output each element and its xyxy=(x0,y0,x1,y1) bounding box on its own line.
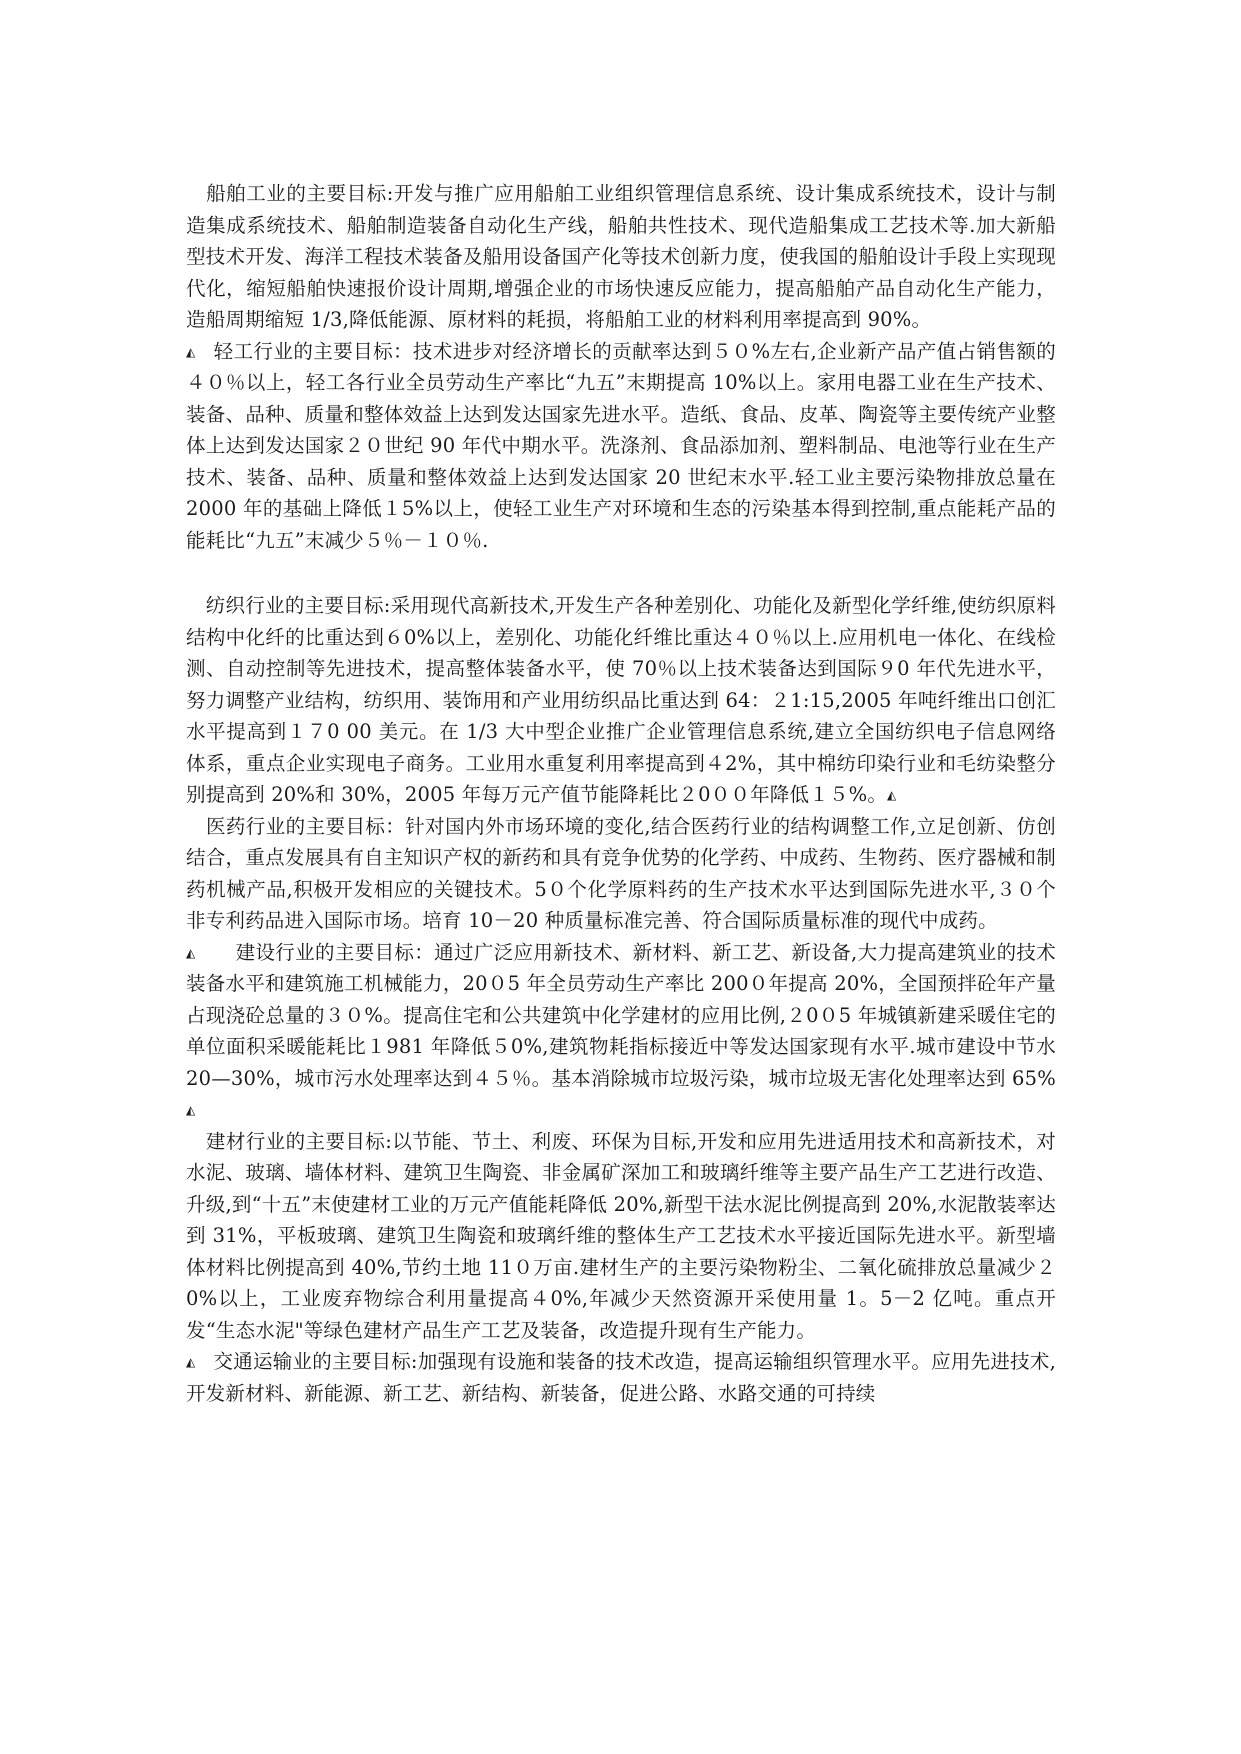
paragraph-marker-icon: ◭ xyxy=(887,788,897,802)
indent-spacer xyxy=(186,594,206,617)
paragraph-text: 交通运输业的主要目标:加强现有设施和装备的技术改造，提高运输组织管理水平。应用先进技术,开发新材料、新能源、新工艺、新结构、新装备，促进公路、水路交通的可持续 xyxy=(186,1350,1056,1405)
paragraph-construction xyxy=(186,937,1056,1126)
paragraph-gap xyxy=(186,556,1056,590)
paragraph-building-materials xyxy=(186,1126,1056,1347)
paragraph-shipbuilding xyxy=(186,178,1056,336)
paragraph-text: 纺织行业的主要目标:采用现代高新技术,开发生产各种差别化、功能化及新型化学纤维,使纺织原料结构中化纤的比重达到６0%以上，差别化、功能化纤维比重达４０％以上.应用机电一体化、在线检测、自动控制等先进技术，提高整体装备水平，使 70％以上技术装备达到国际９0 年代先进水平，努力调整产业结构，纺织用、装饰用和产业用纺织品比重达到 64：２1:15,2005 年吨纤维出口创汇水平提高到１７0 00 美元。在 1/3 大中型企业推广企业管理信息系统,建立全国纺织电子信息网络体系，重点企业实现电子商务。工业用水重复利用率提高到４2%，其中棉纺印染行业和毛纺染整分别提高到 20%和 30%，2005 年每万元产值节能降耗比２0００年降低１５%。 xyxy=(186,594,1057,806)
paragraph-textile xyxy=(186,590,1056,811)
paragraph-pharma xyxy=(186,811,1056,937)
paragraph-marker-icon: ◭ xyxy=(186,1355,196,1369)
paragraph-text: 建材行业的主要目标:以节能、节土、利废、环保为目标,开发和应用先进适用技术和高新技术，对水泥、玻璃、墙体材料、建筑卫生陶瓷、非金属矿深加工和玻璃纤维等主要产品生产工艺进行改造、升级,到“十五”末使建材工业的万元产值能耗降低 20%,新型干法水泥比例提高到 20%,水泥散装率达到 31%，平板玻璃、建筑卫生陶瓷和玻璃纤维的整体生产工艺技术水平接近国际先进水平。新型墙体材料比例提高到 40%,节约土地 11０万亩.建材生产的主要污染物粉尘、二氧化硫排放总量减少２0%以上，工业废弃物综合利用量提高４0%,年减少天然资源开采使用量 1。5－2 亿吨。重点开发“生态水泥"等绿色建材产品生产工艺及装备，改造提升现有生产能力。 xyxy=(186,1129,1056,1342)
paragraph-marker-icon: ◭ xyxy=(186,945,196,960)
indent-spacer xyxy=(186,182,206,205)
paragraph-marker-icon: ◭ xyxy=(186,344,196,359)
indent-spacer xyxy=(186,815,206,838)
document-page xyxy=(186,178,1056,1409)
paragraph-light-industry xyxy=(186,336,1056,557)
paragraph-text: 建设行业的主要目标：通过广泛应用新技术、新材料、新工艺、新设备,大力提高建筑业的技术装备水平和建筑施工机械能力，20０5 年全员劳动生产率比 200０年提高 20%，全国预拌砼年产量占现浇砼总量的３０%。提高住宅和公共建筑中化学建材的应用比例,２0０5 年城镇新建采暖住宅的单位面积采暖能耗比１981 年降低５0%,建筑物耗指标接近中等发达国家现有水平.城市建设中节水 20—30%，城市污水处理率达到４５％。基本消除城市垃圾污染，城市垃圾无害化处理率达到 65% xyxy=(186,940,1056,1090)
indent-spacer xyxy=(186,1130,206,1153)
paragraph-text: 船舶工业的主要目标:开发与推广应用船舶工业组织管理信息系统、设计集成系统技术，设计与制造集成系统技术、船舶制造装备自动化生产线，船舶共性技术、现代造船集成工艺技术等.加大新船型技术开发、海洋工程技术装备及船用设备国产化等技术创新力度，使我国的船舶设计手段上实现现代化，缩短船舶快速报价设计周期,增强企业的市场快速反应能力，提高船舶产品自动化生产能力，造船周期缩短 1/3,降低能源、原材料的耗损，将船舶工业的材料利用率提高到 90%。 xyxy=(186,182,1056,331)
paragraph-marker-icon: ◭ xyxy=(186,1103,196,1117)
paragraph-text: 轻工行业的主要目标：技术进步对经济增长的贡献率达到５０%左右,企业新产品产值占销售额的４０％以上，轻工各行业全员劳动生产率比“九五”末期提高 10%以上。家用电器工业在生产技术、装备、品种、质量和整体效益上达到发达国家先进水平。造纸、食品、皮革、陶瓷等主要传统产业整体上达到发达国家２０世纪 90 年代中期水平。洗涤剂、食品添加剂、塑料制品、电池等行业在生产技术、装备、品种、质量和整体效益上达到发达国家 20 世纪末水平.轻工业主要污染物排放总量在 2000 年的基础上降低１5%以上，使轻工业生产对环境和生态的污染基本得到控制,重点能耗产品的能耗比“九五”末减少５％－１０％. xyxy=(186,339,1056,552)
paragraph-transport xyxy=(186,1346,1056,1409)
paragraph-text: 医药行业的主要目标：针对国内外市场环境的变化,结合医药行业的结构调整工作,立足创新、仿创结合，重点发展具有自主知识产权的新药和具有竞争优势的化学药、中成药、生物药、医疗器械和制药机械产品,积极开发相应的关键技术。5０个化学原料药的生产技术水平达到国际先进水平,３０个非专利药品进入国际市场。培育 10－20 种质量标准完善、符合国际质量标准的现代中成药。 xyxy=(186,814,1056,932)
